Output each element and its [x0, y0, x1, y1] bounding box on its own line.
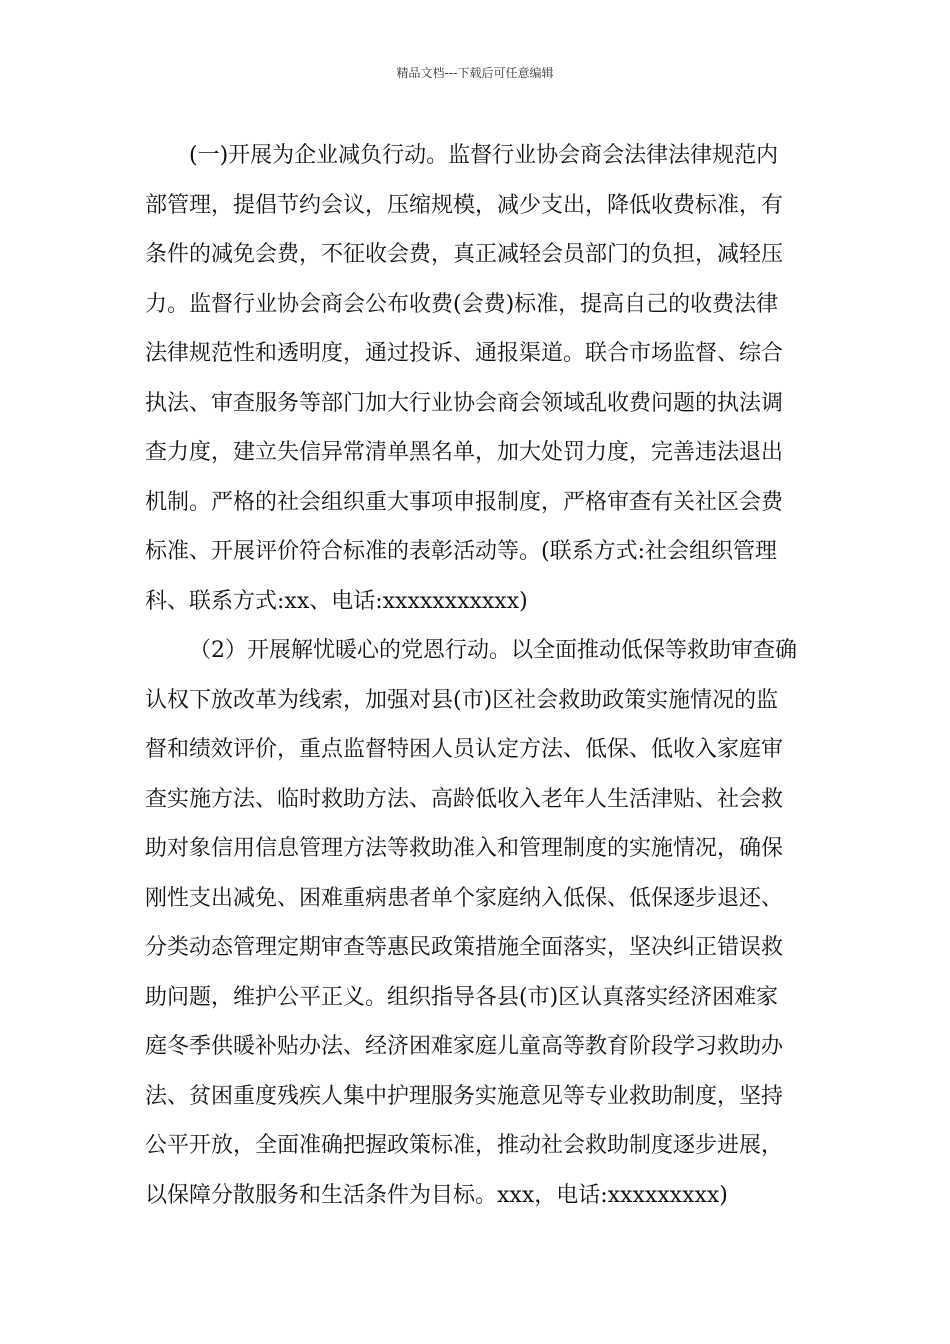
- paragraph-line: 查实施方法、临时救助方法、高龄低收入老年人生活津贴、社会救: [145, 786, 784, 812]
- paragraph-line: 助问题，维护公平正义。组织指导各县(市)区认真落实经济困难家: [145, 984, 779, 1010]
- paragraph-line: 力。监督行业协会商会公布收费(会费)标准，提高自己的收费法律: [145, 291, 779, 317]
- paragraph-line: 法律规范性和透明度，通过投诉、通报渠道。联合市场监督、综合: [145, 341, 784, 366]
- paragraph-line: 以保障分散服务和生活条件为目标。xxx，电话:xxxxxxxxx): [145, 1182, 728, 1208]
- paragraph-line: 督和绩效评价，重点监督特困人员认定方法、低保、低收入家庭审: [145, 737, 784, 762]
- document-body: [145, 131, 810, 1220]
- paragraph-line: 法、贫困重度残疾人集中护理服务实施意见等专业救助制度，坚持: [145, 1083, 784, 1109]
- paragraph-line: 助对象信用信息管理方法等救助准入和管理制度的实施情况，确保: [145, 836, 784, 861]
- paragraph-line: （2）开展解忧暖心的党恩行动。以全面推动低保等救助审查确: [189, 638, 797, 663]
- paragraph-line: 分类动态管理定期审查等惠民政策措施全面落实，坚决纠正错误救: [145, 935, 784, 960]
- paragraph-line: 部管理，提倡节约会议，压缩规模，减少支出，降低收费标准，有: [145, 192, 784, 218]
- paragraph-line: 刚性支出减免、困难重病患者单个家庭纳入低保、低保逐步退还、: [145, 885, 784, 911]
- paragraph-line: 条件的减免会费，不征收会费，真正减轻会员部门的负担，减轻压: [145, 242, 784, 267]
- paragraph-line: 公平开放，全面准确把握政策标准，推动社会救助制度逐步进展，: [145, 1133, 784, 1158]
- paragraph-line: 机制。严格的社会组织重大事项申报制度，严格审查有关社区会费: [145, 489, 784, 515]
- paragraph-line: 科、联系方式:xx、电话:xxxxxxxxxxx): [145, 588, 528, 614]
- paragraph-line: 查力度，建立失信异常清单黑名单，加大处罚力度，完善违法退出: [145, 440, 784, 465]
- paragraph-1: [145, 131, 810, 626]
- paragraph-2: [145, 626, 810, 1220]
- paragraph-line: 认权下放改革为线索，加强对县(市)区社会救助政策实施情况的监: [145, 687, 779, 713]
- paragraph-line: (一)开展为企业减负行动。监督行业协会商会法律法律规范内: [189, 143, 779, 168]
- paragraph-line: 执法、审查服务等部门加大行业协会商会领域乱收费问题的执法调: [145, 390, 784, 416]
- paragraph-line: 标准、开展评价符合标准的表彰活动等。(联系方式:社会组织管理: [145, 539, 777, 564]
- paragraph-line: 庭冬季供暖补贴办法、经济困难家庭儿童高等教育阶段学习救助办: [145, 1034, 784, 1059]
- page-header: 精品文档---下载后可任意编辑: [396, 66, 554, 80]
